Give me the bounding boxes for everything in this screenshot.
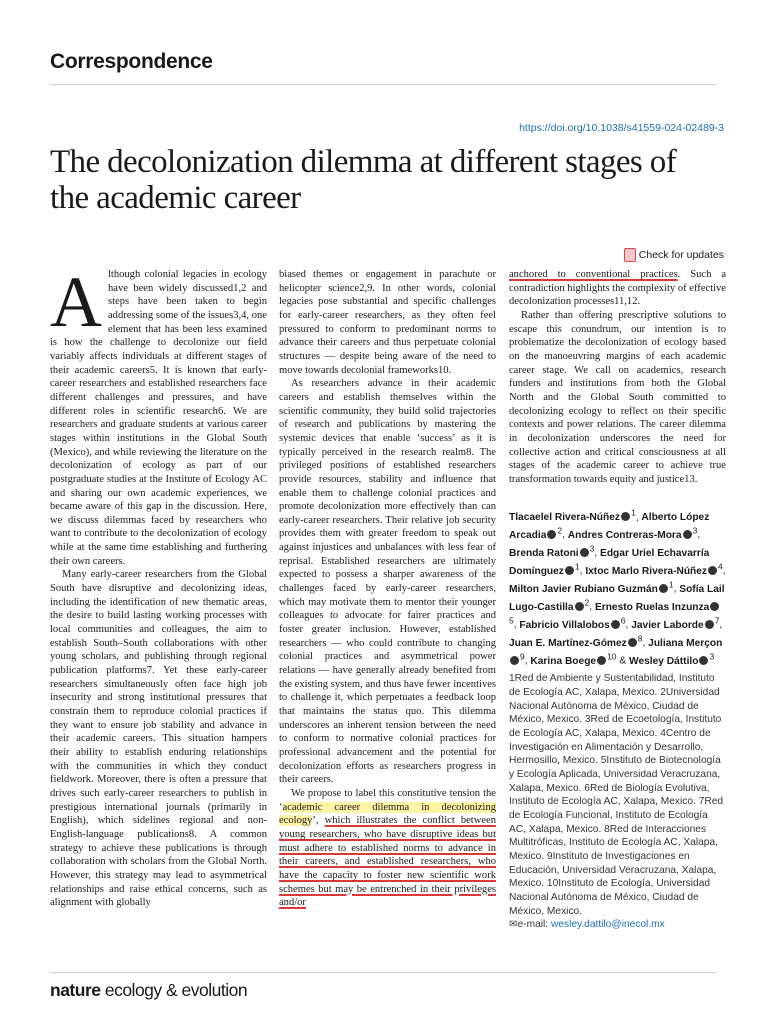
check-updates-label: Check for updates [638, 249, 724, 261]
orcid-icon[interactable] [611, 620, 620, 629]
orcid-icon[interactable] [565, 566, 574, 575]
journal-name-a: nature [50, 980, 101, 1000]
footer-divider [50, 972, 716, 973]
orcid-icon[interactable] [683, 530, 692, 539]
orcid-icon[interactable] [705, 620, 714, 629]
doi-link[interactable]: https://doi.org/10.1038/s41559-024-02489-3 [519, 122, 724, 134]
author-name: Javier Laborde $^7$ [631, 615, 720, 631]
orcid-icon[interactable] [628, 638, 637, 647]
check-updates-icon [624, 248, 636, 262]
author-name: Alberto López Arcadia $^2$ [509, 511, 710, 541]
orcid-icon[interactable] [580, 548, 589, 557]
orcid-icon[interactable] [575, 602, 584, 611]
underlined-passage: anchored to conventional practices [509, 269, 678, 280]
paragraph: biased themes or engagement in parachute or helicopter science2,9. In other words, colonial legacies pose substantial and specific challenges for early-career researchers, as they often feel pressured to conform to predominant norms to advance their careers and thus perpetuate colonial structures — despite being aware of the need to move towards decolonial frameworks10. [279, 269, 496, 376]
author-name: Ernesto Ruelas Inzunza$^5$ [509, 602, 720, 631]
orcid-icon[interactable] [710, 602, 719, 611]
author-name: Tlacaelel Rivera-Núñez $^1$ [509, 507, 636, 523]
affiliations-text: 1Red de Ambiente y Sustentabilidad, Instituto de Ecología AC, Xalapa, Mexico. 2Universidad Nacional Autónoma de México, Ciudad de México, Mexico. 3Red de Ecoetología, Instituto de Ecología AC, Xalapa, Mexico. 4Centro de Investigación en Alimentación y Desarrollo, Hermosillo, Mexico. 5Instituto de Biotecnología y Ecología Aplicada, Universidad Veracruzana, Xalapa, Mexico. 6Red de Biología Evolutiva, Instituto de Ecología AC, Xalapa, Mexico. 7Red de Ecología Funcional, Instituto de Ecología AC, Xalapa, Mexico. 8Red de Interacciones Multitróficas, Instituto de Ecología AC, Xalapa, Mexico. 9Instituto de Investigaciones en Educación, Universidad Veracruzana, Xalapa, Mexico. 10Instituto de Ecología, Universidad Nacional Autónoma de México, Ciudad de México, Mexico. [509, 673, 724, 917]
article-title: The decolonization dilemma at different stages of the academic career [50, 144, 677, 216]
orcid-icon[interactable] [547, 530, 556, 539]
paragraph: As researchers advance in their academic careers and establish themselves within the scientific community, they build solid trajectories of research and publications by mastering the systemic devices that enable ‘success’ as it is typically perceived in the research realm8. The privileged positions of established researchers provide resources, stability and influence that enable them to challenge colonial practices and promote decolonization more effectively than can early-career researchers. Their relative job security provides them with greater freedom to speak out against injustices and unbalances with less fear of reprisal. Established researchers are ultimately expected to possess a sharper awareness of the challenges faced by early-career researchers, which may motivate them to mentor their younger colleagues to advocate for fairer practices and foster greater inclusion. However, established researchers — who could contribute to changing colonial practices and asymmetrical power relations — have generally already benefited from the existing system, and thus have fewer incentives to challenge it, which perpetuates a feedback loop that maintains the status quo. This dilemma underscores an inherent tension between the need to conform to normative colonial practices for professional advancement and the potential for decolonization efforts as researchers progress in their careers. [279, 378, 496, 786]
journal-name-b: ecology & evolution [100, 980, 248, 1000]
author-name: Milton Javier Rubiano Guzmán $^1$ [509, 579, 674, 595]
orcid-icon[interactable] [708, 566, 717, 575]
orcid-icon[interactable] [621, 512, 630, 521]
author-name: Juliana Merçon$^9$ [509, 638, 722, 667]
author-name: Brenda Ratoni $^3$ [509, 543, 595, 559]
orcid-icon[interactable] [659, 584, 668, 593]
author-name: Andres Contreras-Mora $^3$ [567, 525, 698, 541]
author-name: Juan E. Martínez-Gómez $^8$ [509, 633, 643, 649]
column-3 [509, 268, 726, 932]
author-name: Karina Boege $^{10}$ [530, 651, 617, 667]
author-name: Fabricio Villalobos $^6$ [519, 615, 626, 631]
email-link[interactable]: wesley.dattilo@inecol.mx [550, 919, 665, 931]
orcid-icon[interactable] [510, 656, 519, 665]
header-divider [50, 84, 716, 85]
author-name: Wesley Dáttilo $^3$ [629, 651, 715, 667]
dropcap: A [50, 262, 102, 342]
author-list: Tlacaelel Rivera-Núñez $^1$, Alberto López Arcadia $^2$, Andres Contreras-Mora $^3$, Brenda Ratoni $^3$, Edgar Uriel Echavarría Domínguez $^1$, Ixtoc Marlo Rivera-Núñez $^4$, Milton Javier Rubiano Guzmán $^1$, Sofía Lail Lugo-Castilla $^2$, Ernesto Ruelas Inzunza$^5$, Fabricio Villalobos $^6$, Javier Laborde $^7$, Juan E. Martínez-Gómez $^8$, Juliana Merçon$^9$, Karina Boege $^{10}$ & Wesley Dáttilo $^3$ [509, 507, 726, 667]
email-label: e-mail: [517, 919, 551, 931]
paragraph [509, 268, 726, 309]
orcid-icon[interactable] [699, 656, 708, 665]
underlined-passage: which illustrates the conflict between young researchers, who have disruptive ideas but must adhere to established norms to advance in their careers, and established researchers, who have the capacity to foster new scientific work schemes but may be entrenched in their privileges and/or [279, 815, 496, 909]
paragraph-text: ’, [312, 815, 325, 827]
paragraph-text: We propose to label this constitutive tension the ‘ [279, 787, 496, 813]
column-1 [50, 262, 267, 910]
journal-name [50, 980, 247, 1001]
paragraph: Many early-career researchers from the Global South have disruptive and decolonizing ideas, including the identification of new thematic areas, the desire to build lasting working processes with local communities and colleagues, the aim to establish South–South collaborations with other young scholars, and publishing through regional publication platforms7. Yet these early-career researchers simultaneously often face high job insecurity and strong institutional pressures that constrain them to reproduce colonial practices if they want to ensure job stability and advance in their academic careers. This situation hampers their ability to establish enduring relationships with the communities in which they conduct fieldwork. Moreover, there is often a pressure that drives such early-career researchers to publish in prestigious international journals (primarily in English), which sidelines regional and non-English-language publications8. A common strategy to achieve these publications is through collaboration with scholars from the Global North. However, this strategy may lead to asymmetrical relationships and raise ethical concerns, such as alignment with globally [50, 569, 267, 909]
paragraph: Rather than offering prescriptive solutions to escape this conundrum, our intention is to problematize the decolonization of ecology based on the manoeuvring margins of each academic career stage. We call on academics, research funders and institutions from both the Global North and the Global South committed to decolonizing ecology to reflect on their specific contexts and power relations. The career dilemma in decolonization underscores the need for collective action and critical consciousness at all stages of the academic career to achieve true transformation towards equity and justice13. [509, 309, 726, 485]
check-updates-button[interactable] [624, 248, 724, 262]
highlighted-term: academic career dilemma in decolonizing ecology [279, 801, 496, 827]
paragraph-text: lthough colonial legacies in ecology have been widely discussed1,2 and steps have been taken to begin addressing some of the issues3,4, one element that has been less examined is how the challenge to decolonize our field variably affects individuals at different stages of their academic careers5. It is known that early-career researchers and established researchers face different challenges and pressures, and have different roles in scientific research6. We are researchers and graduate students at various career stages within institutions in the Global South (Mexico), and while reviewing the literature on the decolonization of ecology as part of our postgraduate studies at the Institute of Ecology AC and sharing our own academic experiences, we became aware of this gap in the discussion. Here, we discuss dilemmas faced by researchers who want to contribute to the decolonization of ecology while at the same time establishing and furthering their own careers. [50, 269, 267, 567]
orcid-icon[interactable] [597, 656, 606, 665]
affiliations [509, 672, 726, 931]
email-icon: ✉ [509, 919, 518, 931]
paragraph [279, 787, 496, 910]
paragraph-text: . Such a contradiction highlights the complexity of effective decolonization processes11,12. [509, 269, 726, 308]
paragraph [50, 262, 267, 568]
section-label: Correspondence [50, 50, 213, 73]
author-name: Ixtoc Marlo Rivera-Núñez $^4$ [585, 561, 723, 577]
author-name: Sofía Lail Lugo-Castilla $^2$ [509, 583, 725, 613]
author-name: Edgar Uriel Echavarría Domínguez $^1$ [509, 547, 710, 577]
column-2 [279, 268, 496, 910]
